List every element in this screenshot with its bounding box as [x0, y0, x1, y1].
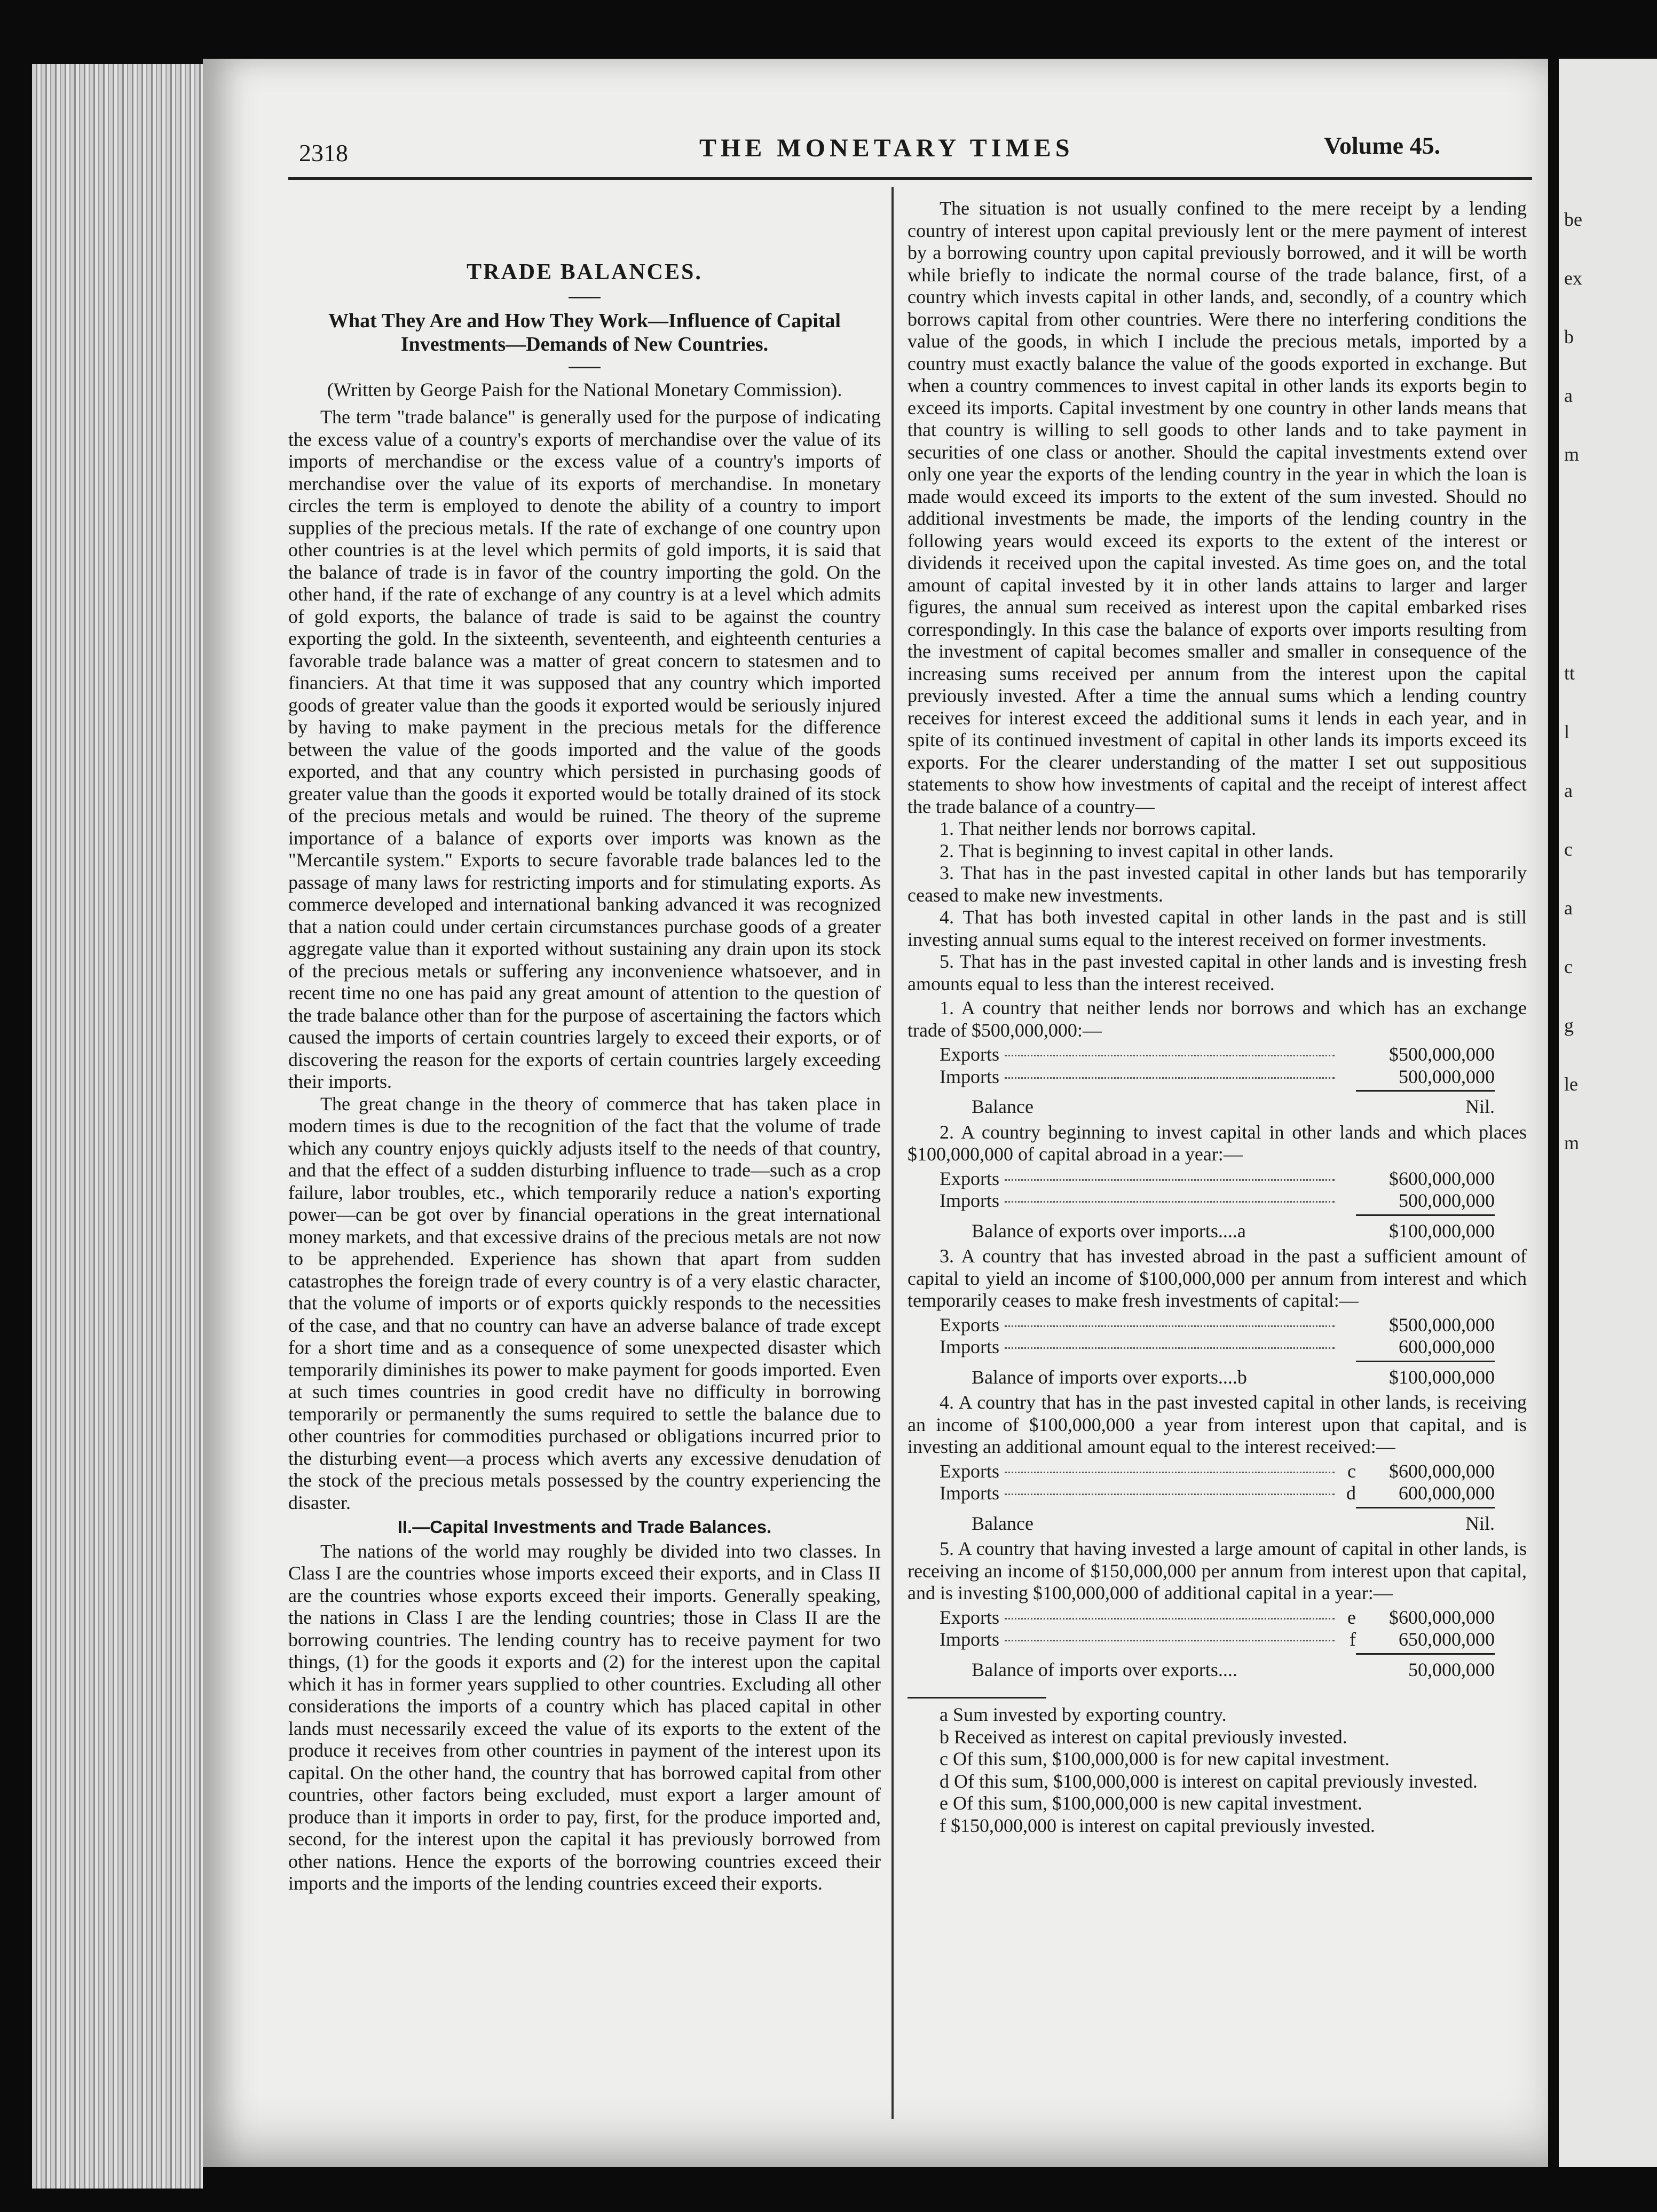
leader-dots — [1005, 1640, 1335, 1641]
adjacent-text-fragment: g — [1564, 1015, 1574, 1036]
leader-dots — [1005, 1472, 1335, 1473]
balance-row — [940, 1220, 1495, 1243]
footnote: f $150,000,000 is interest on capital previously invested. — [940, 1814, 1375, 1836]
balance-value: 50,000,000 — [1408, 1658, 1495, 1680]
subtitle-rule — [569, 367, 601, 368]
list-item: 1. That neither lends nor borrows capital. — [940, 818, 1257, 839]
trade-examples — [908, 997, 1527, 1681]
ledger-note: d — [1346, 1482, 1356, 1504]
balance-value: $100,000,000 — [1389, 1220, 1495, 1242]
sum-rule — [1356, 1653, 1495, 1655]
list-item: 2. That is beginning to invest capital in other lands. — [940, 840, 1334, 862]
volume-label: Volume 45. — [1324, 132, 1441, 159]
footnotes — [908, 1704, 1527, 1837]
example-heading: 3. A country that has invested abroad in the past a sufficient amount of capital to yield an income of $100,000,000 per annum from interest and which temporarily ceases to make fresh investments of capital:— — [908, 1245, 1527, 1311]
ledger-label: Exports — [940, 1044, 999, 1065]
ledger-row — [940, 1066, 1495, 1088]
adjacent-text-fragment: a — [1564, 897, 1573, 919]
ledger-label: Imports — [940, 1629, 999, 1650]
ledger-label: Exports — [940, 1167, 999, 1189]
example-heading: 2. A country beginning to invest capital in other lands and which places $100,000,000 of capital abroad in a year:— — [908, 1121, 1527, 1165]
balance-row — [940, 1366, 1495, 1389]
adjacent-text-fragment: c — [1564, 839, 1573, 860]
adjacent-text-fragment: a — [1564, 385, 1573, 406]
adjacent-text-fragment: m — [1564, 1132, 1580, 1154]
list-item: 5. That has in the past invested capital in other lands and is investing fresh amounts equal to less than the interest received. — [908, 951, 1527, 994]
adjacent-page-edge — [1559, 59, 1657, 2167]
ledger-label: Imports — [940, 1482, 999, 1504]
example-heading: 5. A country that having invested a large amount of capital in other lands, is receiving an income of $150,000,000 per annum from interest upon that capital, and is investing $100,000,000 of additional capital in a year:— — [908, 1538, 1527, 1603]
section-heading: II.—Capital Investments and Trade Balances. — [397, 1517, 772, 1537]
balance-row — [940, 1096, 1495, 1118]
balance-value: $100,000,000 — [1389, 1366, 1495, 1388]
ledger-row — [940, 1168, 1495, 1190]
adjacent-text-fragment: ex — [1564, 267, 1582, 289]
ledger-note: f — [1350, 1629, 1356, 1650]
ledger-row — [940, 1336, 1495, 1358]
list-item: 4. That has both invested capital in other lands in the past and is still investing annual sums equal to the interest received on former investments. — [908, 906, 1527, 950]
leader-dots — [1005, 1201, 1335, 1203]
article-title: TRADE BALANCES. — [467, 260, 703, 285]
trade-ledger — [940, 1607, 1495, 1681]
ledger-amount: $600,000,000 — [1389, 1167, 1495, 1189]
balance-label: Balance of exports over imports....a — [972, 1220, 1246, 1242]
adjacent-text-fragment: b — [1564, 326, 1574, 347]
ledger-note: e — [1347, 1606, 1356, 1628]
header-rule — [288, 177, 1532, 180]
ledger-amount: 500,000,000 — [1399, 1065, 1495, 1087]
adjacent-text-fragment: le — [1564, 1073, 1578, 1095]
trade-ledger — [940, 1314, 1495, 1389]
balance-value: Nil. — [1465, 1096, 1495, 1117]
right-column — [908, 198, 1527, 1837]
ledger-amount: $500,000,000 — [1389, 1044, 1495, 1065]
article-byline: (Written by George Paish for the National Monetary Commission). — [327, 378, 842, 400]
book-binding — [32, 64, 203, 2189]
paragraph: The nations of the world may roughly be divided into two classes. In Class I are the countries whose imports exceed their exports, and in Class II are the countries whose exports exceed their imports. Generally speaking, the nations in Class I are the lending countries; those in Class II are the borrowing countries. The lending country has to receive payment for two things, (1) for the goods it exports and (2) for the interest upon the capital which it has in former years supplied to other countries. Excluding all other considerations the imports of a country which has placed capital in other lands must necessarily exceed the value of its exports to the extent of the produce it receives from other countries in payment of the interest upon its capital. On the other hand, the country that has borrowed capital from other countries, other factors being excluded, must export a larger amount of produce than it imports in order to pay, first, for the produce imported and, second, for the interest upon the capital it has previously borrowed from other nations. Hence the exports of the borrowing countries exceed their imports and the imports of the lending countries exceed their exports. — [288, 1540, 881, 1894]
footnote-rule — [908, 1697, 1046, 1698]
ledger-amount: $600,000,000 — [1389, 1606, 1495, 1628]
leader-dots — [1005, 1055, 1335, 1056]
leader-dots — [1005, 1325, 1335, 1327]
article-subtitle: What They Are and How They Work—Influence of Capital Investments—Demands of New Countries. — [328, 309, 841, 356]
sum-rule — [1356, 1361, 1495, 1362]
ledger-label: Exports — [940, 1314, 999, 1336]
balance-label: Balance — [972, 1096, 1033, 1117]
leader-dots — [1005, 1347, 1335, 1349]
ledger-amount: $600,000,000 — [1389, 1460, 1495, 1482]
adjacent-text-fragment: m — [1564, 444, 1580, 465]
adjacent-text-fragment: tt — [1564, 662, 1575, 684]
paragraph: The great change in the theory of commerce that has taken place in modern times is due to the recognition of the fact that the volume of trade which any country enjoys quickly adjusts itself to the needs of that country, and that the effect of a sudden disturbing influence to trade—such as a crop failure, labor troubles, etc., which temporarily reduce a nation's exporting power—can be got over by financial operations in the great international money markets, and that excessive drains of the precious metals are not now to be apprehended. Experience has shown that apart from sudden catastrophes the foreign trade of every country is of a very elastic character, that the volume of imports or of exports quickly responds to the necessities of the case, and that no country can have an adverse balance of trade except for a short time and as a consequence of some unexpected disaster which temporarily diminishes its power to make payment for goods imported. Even at such times countries in good credit have no difficulty in borrowing temporarily or permanently the sums required to settle the balance due to other countries for commodities purchased or obligations incurred prior to the disturbing event—a process which averts any excessive denudation of the stock of the precious metals possessed by the country experiencing the disaster. — [288, 1093, 881, 1513]
ledger-row — [940, 1629, 1495, 1651]
page-number: 2318 — [299, 139, 348, 167]
ledger-amount: $500,000,000 — [1389, 1314, 1495, 1336]
balance-label: Balance of imports over exports....b — [972, 1366, 1247, 1388]
newspaper-page — [203, 59, 1548, 2167]
leader-dots — [1005, 1077, 1335, 1079]
ledger-amount: 600,000,000 — [1399, 1336, 1495, 1357]
ledger-row — [940, 1314, 1495, 1337]
sum-rule — [1356, 1507, 1495, 1508]
leader-dots — [1005, 1494, 1335, 1495]
adjacent-text-fragment: l — [1564, 721, 1570, 742]
ledger-row — [940, 1460, 1495, 1483]
ledger-row — [940, 1044, 1495, 1066]
balance-label: Balance of imports over exports.... — [972, 1658, 1237, 1680]
leader-dots — [1005, 1179, 1335, 1181]
footnote: a Sum invested by exporting country. — [940, 1704, 1227, 1725]
paragraph: The term "trade balance" is generally used for the purpose of indicating the excess value of a country's exports of merchandise over the value of its imports of merchandise or the excess value of a country's imports of merchandise over the value of its exports of merchandise. In monetary circles the term is employed to denote the ability of a country to import supplies of the precious metals. If the rate of exchange of one country upon other countries is at the level which permits of gold imports, it is said that the balance of trade is in favor of the country importing the gold. On the other hand, if the rate of exchange of any country is at a level which admits of gold exports, the balance of trade is said to be against the country exporting the gold. In the sixteenth, seventeenth, and eighteenth centuries a favorable trade balance was a matter of great concern to statesmen and to financiers. At that time it was supposed that any country which imported goods of greater value than the goods it exported would be seriously injured by having to make payment in the precious metals for the difference between the value of the goods imported and the value of the goods exported, and that any country which persisted in purchasing goods of greater value than the goods it exported would be totally drained of its stock of the precious metals and would be ruined. The theory of the supreme importance of a balance of exports over imports was known as the "Mercantile system." Exports to secure favorable trade balances led to the passage of many laws for restricting imports and for stimulating exports. As commerce developed and international banking advanced it was recognized that a nation could under certain circumstances purchase goods of a greater aggregate value than it exported without sustaining any drain upon its stock of the precious metals or suffering any inconvenience whatsoever, and in recent time no one has paid any great amount of attention to the question of the trade balance other than for the purpose of ascertaining the factors which caused the imports of certain countries largely to exceed their exports, or of discovering the reason for the exports of certain countries largely exceeding their imports. — [288, 406, 881, 1092]
footnote: e Of this sum, $100,000,000 is new capital investment. — [940, 1792, 1362, 1814]
sum-rule — [1356, 1214, 1495, 1216]
balance-label: Balance — [972, 1512, 1033, 1534]
left-column — [288, 198, 881, 1895]
ledger-row — [940, 1482, 1495, 1505]
example-heading: 4. A country that has in the past invested capital in other lands, is receiving an income of $100,000,000 a year from interest upon that capital, and is investing an additional amount equal to the interest received:— — [908, 1392, 1527, 1457]
ledger-label: Imports — [940, 1190, 999, 1211]
ledger-row — [940, 1190, 1495, 1212]
adjacent-text-fragment: c — [1564, 956, 1573, 977]
ledger-label: Imports — [940, 1336, 999, 1357]
ledger-label: Imports — [940, 1065, 999, 1087]
journal-title: THE MONETARY TIMES — [699, 134, 1074, 162]
adjacent-text-fragment: a — [1564, 780, 1573, 801]
column-divider — [891, 187, 894, 2119]
list-item: 3. That has in the past invested capital in other lands but has temporarily ceased to make new investments. — [908, 862, 1527, 906]
balance-row — [940, 1513, 1495, 1535]
ledger-amount: 600,000,000 — [1399, 1482, 1495, 1504]
leader-dots — [1005, 1618, 1335, 1620]
balance-row — [940, 1659, 1495, 1681]
trade-ledger — [940, 1460, 1495, 1535]
ledger-label: Exports — [940, 1460, 999, 1482]
case-list — [908, 818, 1527, 995]
ledger-amount: 650,000,000 — [1399, 1629, 1495, 1650]
ledger-note: c — [1347, 1460, 1356, 1482]
trade-ledger — [940, 1044, 1495, 1118]
ledger-amount: 500,000,000 — [1399, 1190, 1495, 1211]
balance-value: Nil. — [1465, 1512, 1495, 1534]
title-rule — [569, 297, 601, 298]
footnote: c Of this sum, $100,000,000 is for new capital investment. — [940, 1748, 1390, 1769]
ledger-label: Exports — [940, 1606, 999, 1628]
footnote: d Of this sum, $100,000,000 is interest on capital previously invested. — [940, 1770, 1478, 1792]
adjacent-text-fragment: be — [1564, 209, 1582, 230]
paragraph: The situation is not usually confined to the mere receipt by a lending country of interest upon capital previously lent or the mere payment of interest by a borrowing country upon capital previously borrowed, and it will be worth while briefly to indicate the normal course of the trade balance, first, of a country which invests capital in other lands, and, secondly, of a country which borrows capital from other countries. Were there no interfering conditions the value of the goods, in which I include the precious metals, imported by a country must exactly balance the value of the goods exported in exchange. But when a country commences to invest capital in other lands its exports begin to exceed its imports. Capital investment by one country in other lands means that that country is willing to sell goods to other lands and to take payment in securities of one class or another. Should the capital investments extend over only one year the exports of the lending country in the year in which the loan is made would exceed its imports to the extent of the sum invested. Should no additional investments be made, the imports of the lending country in the following years would exceed its exports to the extent of the interest or dividends it received upon the capital invested. As time goes on, and the total amount of capital invested by it in other lands attains to larger and larger figures, the annual sum received as interest upon the capital embarked rises correspondingly. In this case the balance of exports over imports resulting from the investment of capital becomes smaller and smaller in consequence of the increasing sums received per annum from the interest upon the capital previously invested. After a time the annual sums which a lending country receives for interest exceed the additional sums it lends in each year, and in spite of its continued investment of capital in other lands its imports exceed its exports. For the clearer understanding of the matter I set out suppositious statements to show how investments of capital and the receipt of interest affect the trade balance of a country— — [908, 198, 1527, 817]
footnote: b Received as interest on capital previously invested. — [940, 1726, 1347, 1748]
ledger-row — [940, 1607, 1495, 1629]
example-heading: 1. A country that neither lends nor borrows and which has an exchange trade of $500,000,000:— — [908, 997, 1527, 1041]
sum-rule — [1356, 1090, 1495, 1092]
trade-ledger — [940, 1168, 1495, 1243]
